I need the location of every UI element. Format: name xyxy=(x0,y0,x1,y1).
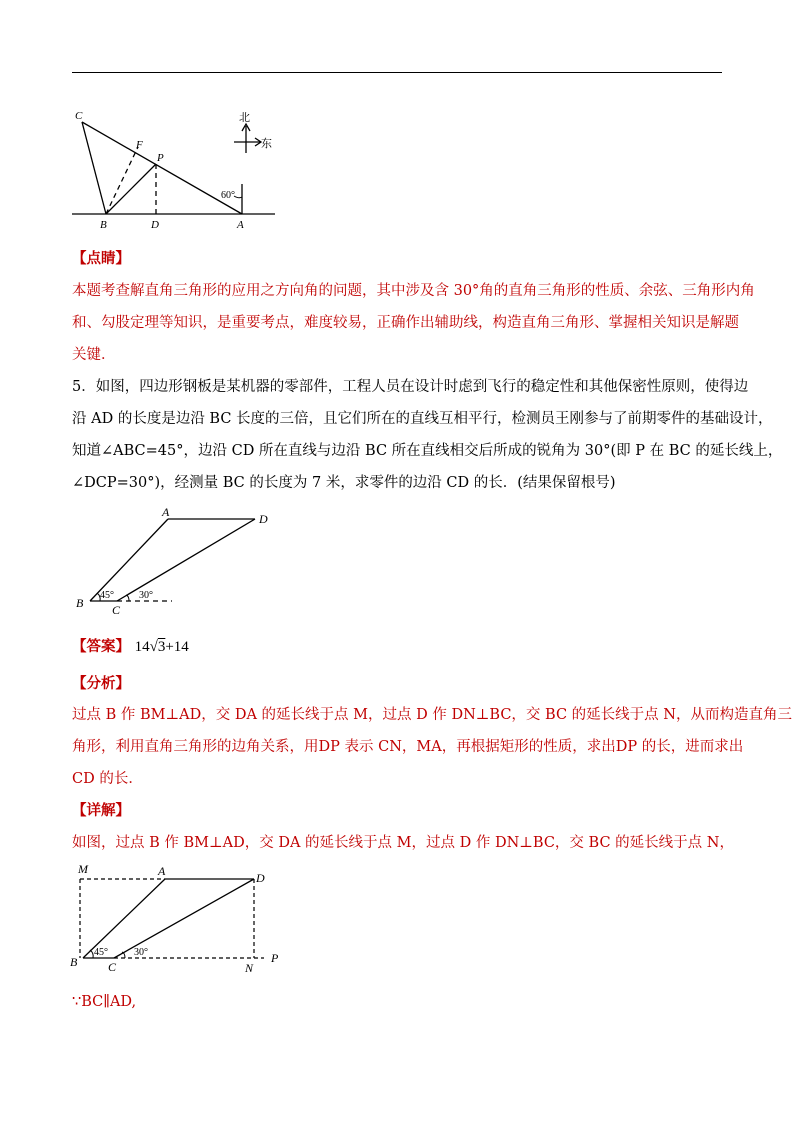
label-P: P xyxy=(271,951,279,965)
analysis-line-3: CD 的长． xyxy=(72,771,143,787)
label-F: F xyxy=(136,139,143,151)
comment-line-2: 和、勾股定理等知识，是重要考点，难度较易，正确作出辅助线，构造直角三角形、掌握相关知识是解题 xyxy=(72,315,739,331)
sqrt-icon: √ xyxy=(149,639,158,655)
problem-line-1: 5．如图，四边形钢板是某机器的零部件，工程人员在设计时虑到飞行的稳定性和其他保密性原则，使得边 xyxy=(72,379,749,395)
answer-constant: +14 xyxy=(165,639,189,655)
label-B: B xyxy=(70,955,78,969)
label-A: A xyxy=(237,219,244,231)
compass-north: 北 xyxy=(239,112,250,124)
label-D: D xyxy=(259,512,268,526)
answer-heading: 【答案】 xyxy=(72,638,130,655)
label-P: P xyxy=(157,152,164,164)
angle-label-45: 45° xyxy=(100,590,114,601)
label-C: C xyxy=(112,603,121,617)
problem-line-2: 沿 AD 的长度是边沿 BC 长度的三倍，且它们所在的直线互相平行，检测员王刚参与了前期零件的基础设计， xyxy=(72,411,773,427)
comment-line-1: 本题考查解直角三角形的应用之方向角的问题，其中涉及含 30°角的直角三角形的性质、余弦、三角形内角 xyxy=(72,283,755,299)
angle-label-60: 60° xyxy=(221,190,235,201)
answer-row xyxy=(72,637,189,657)
problem-line-4: ∠DCP=30°)，经测量 BC 的长度为 7 米，求零件的边沿 CD 的长．(结果保留根号) xyxy=(72,475,616,491)
label-A: A xyxy=(162,505,170,519)
answer-coefficient: 14 xyxy=(134,639,150,655)
label-B: B xyxy=(100,219,107,231)
angle-label-30: 30° xyxy=(134,947,148,958)
label-B: B xyxy=(76,596,84,610)
figure-direction-diagram xyxy=(70,100,285,235)
compass-east: 东 xyxy=(261,138,272,150)
header-rule xyxy=(72,72,722,73)
label-D: D xyxy=(151,219,159,231)
label-D: D xyxy=(256,871,265,885)
analysis-line-2: 角形，利用直角三角形的边角关系，用DP 表示 CN，MA，再根据矩形的性质，求出DP 的长，进而求出 xyxy=(72,739,744,755)
analysis-heading: 【分析】 xyxy=(72,675,130,692)
detail-heading: 【详解】 xyxy=(72,802,130,819)
label-A: A xyxy=(158,864,166,878)
answer-radicand: 3 xyxy=(157,639,166,655)
figure-rectangle-construction xyxy=(66,858,291,978)
last-line: ∵BC∥AD, xyxy=(72,994,137,1010)
problem-line-3: 知道∠ABC=45°，边沿 CD 所在直线与边沿 BC 所在直线相交后所成的锐角为 30°(即 P 在 BC 的延长线上， xyxy=(72,443,783,459)
label-C: C xyxy=(108,960,117,974)
label-C: C xyxy=(75,110,83,122)
angle-label-45: 45° xyxy=(94,947,108,958)
angle-label-30: 30° xyxy=(139,590,153,601)
label-M: M xyxy=(78,862,88,876)
comment-heading: 【点睛】 xyxy=(72,250,130,267)
label-N: N xyxy=(245,961,254,975)
answer-value xyxy=(135,639,189,655)
comment-line-3: 关键． xyxy=(72,347,116,363)
compass-icon xyxy=(234,124,261,153)
figure-plate-diagram xyxy=(70,505,285,620)
analysis-line-1: 过点 B 作 BM⊥AD，交 DA 的延长线于点 M，过点 D 作 DN⊥BC，交 BC 的延长线于点 N，从而构造直角三 xyxy=(72,707,792,723)
detail-line-1: 如图，过点 B 作 BM⊥AD，交 DA 的延长线于点 M，过点 D 作 DN⊥BC，交 BC 的延长线于点 N， xyxy=(72,835,734,851)
